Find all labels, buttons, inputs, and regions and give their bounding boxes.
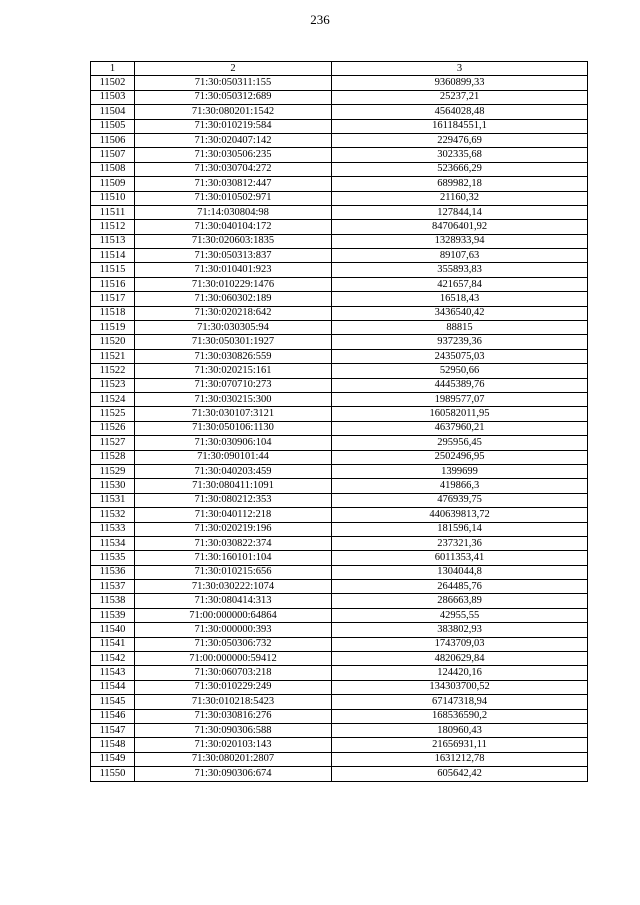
table-row [91,580,588,594]
row-number-cell: 11523 [91,378,135,392]
value-cell: 4820629,84 [332,652,588,666]
value-cell: 605642,42 [332,767,588,781]
table-row [91,637,588,651]
header-row [91,62,588,76]
cadastral-number-cell: 71:30:010229:249 [135,680,332,694]
value-cell: 937239,36 [332,335,588,349]
value-cell: 523666,29 [332,162,588,176]
table-row [91,652,588,666]
cadastral-number-cell: 71:00:000000:64864 [135,608,332,622]
row-number-cell: 11541 [91,637,135,651]
row-number-cell: 11544 [91,680,135,694]
cadastral-number-cell: 71:14:030804:98 [135,205,332,219]
row-number-cell: 11510 [91,191,135,205]
value-cell: 383802,93 [332,623,588,637]
row-number-cell: 11546 [91,709,135,723]
table-row [91,479,588,493]
cadastral-number-cell: 71:30:060302:189 [135,292,332,306]
row-number-cell: 11537 [91,580,135,594]
table-row [91,666,588,680]
table-row [91,767,588,781]
cadastral-number-cell: 71:30:020103:143 [135,738,332,752]
value-cell: 421657,84 [332,277,588,291]
row-number-cell: 11538 [91,594,135,608]
row-number-cell: 11511 [91,205,135,219]
row-number-cell: 11530 [91,479,135,493]
row-number-cell: 11514 [91,249,135,263]
value-cell: 52950,66 [332,364,588,378]
row-number-cell: 11539 [91,608,135,622]
table-row [91,105,588,119]
value-cell: 6011353,41 [332,551,588,565]
row-number-cell: 11545 [91,695,135,709]
row-number-cell: 11528 [91,450,135,464]
table-row [91,133,588,147]
cadastral-number-cell: 71:30:050312:689 [135,90,332,104]
cadastral-number-cell: 71:00:000000:59412 [135,652,332,666]
value-cell: 4637960,21 [332,421,588,435]
table-body [91,76,588,781]
row-number-cell: 11529 [91,464,135,478]
value-cell: 2502496,95 [332,450,588,464]
value-cell: 9360899,33 [332,76,588,90]
cadastral-number-cell: 71:30:020215:161 [135,364,332,378]
table-row [91,738,588,752]
table-row [91,608,588,622]
value-cell: 16518,43 [332,292,588,306]
value-cell: 84706401,92 [332,220,588,234]
table-row [91,292,588,306]
row-number-cell: 11504 [91,105,135,119]
table-row [91,436,588,450]
row-number-cell: 11507 [91,148,135,162]
table-row [91,551,588,565]
value-cell: 4564028,48 [332,105,588,119]
value-cell: 161184551,1 [332,119,588,133]
table-row [91,522,588,536]
row-number-cell: 11526 [91,421,135,435]
table-row [91,594,588,608]
cadastral-number-cell: 71:30:080201:1542 [135,105,332,119]
value-cell: 25237,21 [332,90,588,104]
cadastral-number-cell: 71:30:080212:353 [135,493,332,507]
cadastral-number-cell: 71:30:040203:459 [135,464,332,478]
table-row [91,723,588,737]
row-number-cell: 11520 [91,335,135,349]
table-row [91,277,588,291]
value-cell: 476939,75 [332,493,588,507]
table-row [91,752,588,766]
row-number-cell: 11531 [91,493,135,507]
value-cell: 160582011,95 [332,407,588,421]
table-row [91,177,588,191]
table-row [91,536,588,550]
cadastral-number-cell: 71:30:030822:374 [135,536,332,550]
cadastral-number-cell: 71:30:030826:559 [135,349,332,363]
row-number-cell: 11508 [91,162,135,176]
registry-table [90,61,588,782]
row-number-cell: 11536 [91,565,135,579]
value-cell: 2435075,03 [332,349,588,363]
value-cell: 440639813,72 [332,508,588,522]
value-cell: 21160,32 [332,191,588,205]
row-number-cell: 11525 [91,407,135,421]
table-row [91,508,588,522]
table-row [91,378,588,392]
value-cell: 237321,36 [332,536,588,550]
value-cell: 1743709,03 [332,637,588,651]
row-number-cell: 11532 [91,508,135,522]
table-row [91,349,588,363]
value-cell: 302335,68 [332,148,588,162]
cadastral-number-cell: 71:30:030305:94 [135,321,332,335]
row-number-cell: 11505 [91,119,135,133]
cadastral-number-cell: 71:30:030506:235 [135,148,332,162]
cadastral-number-cell: 71:30:030906:104 [135,436,332,450]
value-cell: 3436540,42 [332,306,588,320]
row-number-cell: 11548 [91,738,135,752]
table-row [91,450,588,464]
table-row [91,364,588,378]
row-number-cell: 11527 [91,436,135,450]
table-row [91,321,588,335]
value-cell: 295956,45 [332,436,588,450]
cadastral-number-cell: 71:30:020407:142 [135,133,332,147]
cadastral-number-cell: 71:30:090101:44 [135,450,332,464]
table-row [91,335,588,349]
cadastral-number-cell: 71:30:000000:393 [135,623,332,637]
cadastral-number-cell: 71:30:030812:447 [135,177,332,191]
column-header-1: 1 [91,62,135,76]
column-header-3: 3 [332,62,588,76]
row-number-cell: 11535 [91,551,135,565]
row-number-cell: 11521 [91,349,135,363]
table-row [91,90,588,104]
row-number-cell: 11533 [91,522,135,536]
cadastral-number-cell: 71:30:020219:196 [135,522,332,536]
table-row [91,421,588,435]
cadastral-number-cell: 71:30:050301:1927 [135,335,332,349]
row-number-cell: 11549 [91,752,135,766]
cadastral-number-cell: 71:30:090306:674 [135,767,332,781]
row-number-cell: 11513 [91,234,135,248]
cadastral-number-cell: 71:30:010502:971 [135,191,332,205]
table-row [91,695,588,709]
cadastral-number-cell: 71:30:050106:1130 [135,421,332,435]
table-row [91,464,588,478]
cadastral-number-cell: 71:30:090306:588 [135,723,332,737]
value-cell: 124420,16 [332,666,588,680]
value-cell: 355893,83 [332,263,588,277]
value-cell: 419866,3 [332,479,588,493]
value-cell: 67147318,94 [332,695,588,709]
table-row [91,76,588,90]
cadastral-number-cell: 71:30:050313:837 [135,249,332,263]
value-cell: 1328933,94 [332,234,588,248]
table-row [91,407,588,421]
cadastral-number-cell: 71:30:010219:584 [135,119,332,133]
value-cell: 89107,63 [332,249,588,263]
value-cell: 689982,18 [332,177,588,191]
row-number-cell: 11503 [91,90,135,104]
cadastral-number-cell: 71:30:010215:656 [135,565,332,579]
cadastral-number-cell: 71:30:080414:313 [135,594,332,608]
row-number-cell: 11547 [91,723,135,737]
value-cell: 168536590,2 [332,709,588,723]
row-number-cell: 11502 [91,76,135,90]
row-number-cell: 11509 [91,177,135,191]
cadastral-number-cell: 71:30:010218:5423 [135,695,332,709]
cadastral-number-cell: 71:30:030215:300 [135,392,332,406]
table-row [91,191,588,205]
cadastral-number-cell: 71:30:020603:1835 [135,234,332,248]
table-row [91,623,588,637]
column-header-2: 2 [135,62,332,76]
cadastral-number-cell: 71:30:020218:642 [135,306,332,320]
row-number-cell: 11506 [91,133,135,147]
table-row [91,680,588,694]
value-cell: 286663,89 [332,594,588,608]
table-row [91,220,588,234]
table-row [91,205,588,219]
table-row [91,493,588,507]
cadastral-number-cell: 71:30:010401:923 [135,263,332,277]
row-number-cell: 11550 [91,767,135,781]
cadastral-number-cell: 71:30:080411:1091 [135,479,332,493]
value-cell: 181596,14 [332,522,588,536]
value-cell: 264485,76 [332,580,588,594]
cadastral-number-cell: 71:30:050311:155 [135,76,332,90]
value-cell: 127844,14 [332,205,588,219]
table-row [91,709,588,723]
value-cell: 21656931,11 [332,738,588,752]
row-number-cell: 11518 [91,306,135,320]
row-number-cell: 11524 [91,392,135,406]
table-row [91,234,588,248]
table-row [91,119,588,133]
cadastral-number-cell: 71:30:080201:2807 [135,752,332,766]
value-cell: 1631212,78 [332,752,588,766]
value-cell: 88815 [332,321,588,335]
row-number-cell: 11522 [91,364,135,378]
value-cell: 1304044,8 [332,565,588,579]
row-number-cell: 11534 [91,536,135,550]
value-cell: 1399699 [332,464,588,478]
row-number-cell: 11519 [91,321,135,335]
row-number-cell: 11543 [91,666,135,680]
table-row [91,392,588,406]
cadastral-number-cell: 71:30:030816:276 [135,709,332,723]
cadastral-number-cell: 71:30:040104:172 [135,220,332,234]
cadastral-number-cell: 71:30:060703:218 [135,666,332,680]
page-number: 236 [310,12,330,27]
cadastral-number-cell: 71:30:010229:1476 [135,277,332,291]
row-number-cell: 11542 [91,652,135,666]
value-cell: 229476,69 [332,133,588,147]
cadastral-number-cell: 71:30:030704:272 [135,162,332,176]
value-cell: 180960,43 [332,723,588,737]
table-row [91,263,588,277]
table-row [91,249,588,263]
table-row [91,565,588,579]
row-number-cell: 11516 [91,277,135,291]
cadastral-number-cell: 71:30:040112:218 [135,508,332,522]
table-row [91,306,588,320]
row-number-cell: 11515 [91,263,135,277]
value-cell: 42955,55 [332,608,588,622]
cadastral-number-cell: 71:30:070710:273 [135,378,332,392]
value-cell: 134303700,52 [332,680,588,694]
table-row [91,162,588,176]
cadastral-number-cell: 71:30:160101:104 [135,551,332,565]
cadastral-number-cell: 71:30:030222:1074 [135,580,332,594]
value-cell: 4445389,76 [332,378,588,392]
table-row [91,148,588,162]
row-number-cell: 11540 [91,623,135,637]
cadastral-number-cell: 71:30:050306:732 [135,637,332,651]
row-number-cell: 11517 [91,292,135,306]
cadastral-number-cell: 71:30:030107:3121 [135,407,332,421]
value-cell: 1989577,07 [332,392,588,406]
row-number-cell: 11512 [91,220,135,234]
